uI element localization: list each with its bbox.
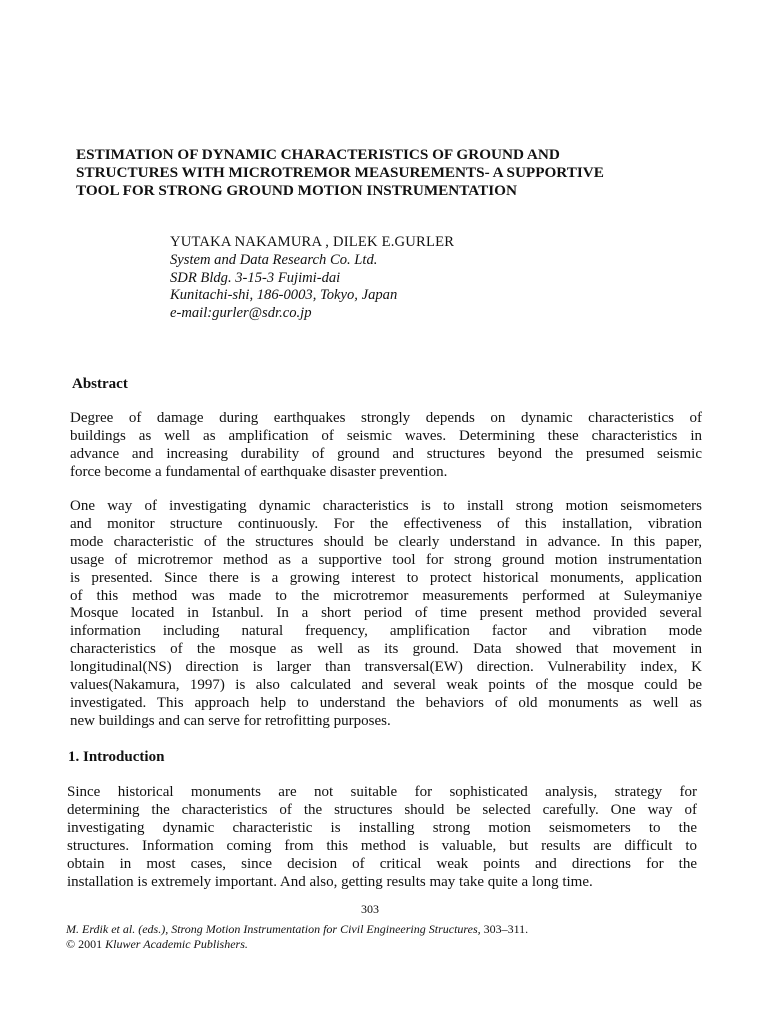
citation-pages: 303–311. bbox=[480, 922, 529, 936]
footer-citation bbox=[66, 922, 706, 951]
text-line: Since historical monuments are not suitable for sophisticated analysis, strategy for bbox=[67, 784, 697, 800]
text-line: values(Nakamura, 1997) is also calculated and several weak points of the mosque could be bbox=[70, 677, 702, 694]
page-number: 303 bbox=[361, 902, 379, 916]
text-line: usage of microtremor method as a supportive tool for strong ground motion instrumentation bbox=[70, 551, 702, 568]
text-line: and monitor structure continuously. For the effectiveness of this installation, vibration bbox=[70, 515, 702, 532]
introduction-heading: 1. Introduction bbox=[68, 749, 165, 765]
abstract-heading: Abstract bbox=[72, 376, 128, 392]
text-line: Degree of damage during earthquakes strongly depends on dynamic characteristics of bbox=[70, 410, 702, 426]
abstract-paragraph-1 bbox=[70, 410, 702, 482]
author-names: YUTAKA NAKAMURA , DILEK E.GURLER bbox=[170, 234, 455, 250]
introduction-paragraph-1 bbox=[67, 784, 697, 891]
title-line: TOOL FOR STRONG GROUND MOTION INSTRUMENTATION bbox=[76, 182, 517, 199]
text-line: mode characteristic of the structures should be clearly understand in advance. In this paper, bbox=[70, 533, 702, 550]
copyright-line bbox=[66, 937, 706, 952]
text-line: installation is extremely important. And also, getting results may take quite a long time. bbox=[67, 873, 593, 890]
author-address-line: SDR Bldg. 3-15-3 Fujimi-dai bbox=[170, 269, 341, 286]
text-line: advance and increasing durability of ground and structures beyond the presumed seismic bbox=[70, 445, 702, 462]
text-line: determining the characteristics of the structures should be selected carefully. One way of bbox=[67, 801, 697, 818]
author-block bbox=[170, 234, 650, 323]
title-line: STRUCTURES WITH MICROTREMOR MEASUREMENTS- A SUPPORTIVE bbox=[76, 164, 604, 181]
text-line: Mosque located in Istanbul. In a short period of time present method provided several bbox=[70, 605, 702, 622]
author-email: e-mail:gurler@sdr.co.jp bbox=[170, 305, 312, 322]
text-line: buildings as well as amplification of seismic waves. Determining these characteristics in bbox=[70, 427, 702, 444]
title-line: ESTIMATION OF DYNAMIC CHARACTERISTICS OF GROUND AND bbox=[76, 146, 560, 163]
publisher-name: Kluwer Academic Publishers. bbox=[102, 936, 248, 951]
text-line: is presented. Since there is a growing interest to protect historical monuments, application bbox=[70, 569, 702, 586]
text-line: information including natural frequency, amplification factor and vibration mode bbox=[70, 623, 702, 640]
text-line: One way of investigating dynamic characteristics is to install strong motion seismometers bbox=[70, 498, 702, 514]
text-line: new buildings and can serve for retrofitting purposes. bbox=[70, 712, 391, 729]
citation-line bbox=[66, 922, 706, 937]
abstract-paragraph-2 bbox=[70, 498, 702, 731]
text-line: longitudinal(NS) direction is larger than transversal(EW) direction. Vulnerability index, K bbox=[70, 659, 702, 676]
text-line: structures. Information coming from this method is valuable, but results are difficult to bbox=[67, 837, 697, 854]
text-line: of this method was made to the microtremor measurements performed at Suleymaniye bbox=[70, 587, 702, 604]
citation-text: M. Erdik et al. (eds.), Strong Motion Instrumentation for Civil Engineering Structures, bbox=[66, 922, 481, 936]
author-address-line: Kunitachi-shi, 186-0003, Tokyo, Japan bbox=[170, 287, 398, 304]
paper-title bbox=[76, 146, 716, 200]
author-affiliation: System and Data Research Co. Ltd. bbox=[170, 251, 378, 268]
text-line: investigated. This approach help to understand the behaviors of old monuments as well as bbox=[70, 694, 702, 711]
text-line: characteristics of the mosque as well as its ground. Data showed that movement in bbox=[70, 641, 702, 658]
text-line: force become a fundamental of earthquake disaster prevention. bbox=[70, 463, 448, 480]
text-line: investigating dynamic characteristic is installing strong motion seismometers to the bbox=[67, 819, 697, 836]
copyright-year: © 2001 bbox=[66, 936, 103, 951]
text-line: obtain in most cases, since decision of critical weak points and directions for the bbox=[67, 855, 697, 872]
